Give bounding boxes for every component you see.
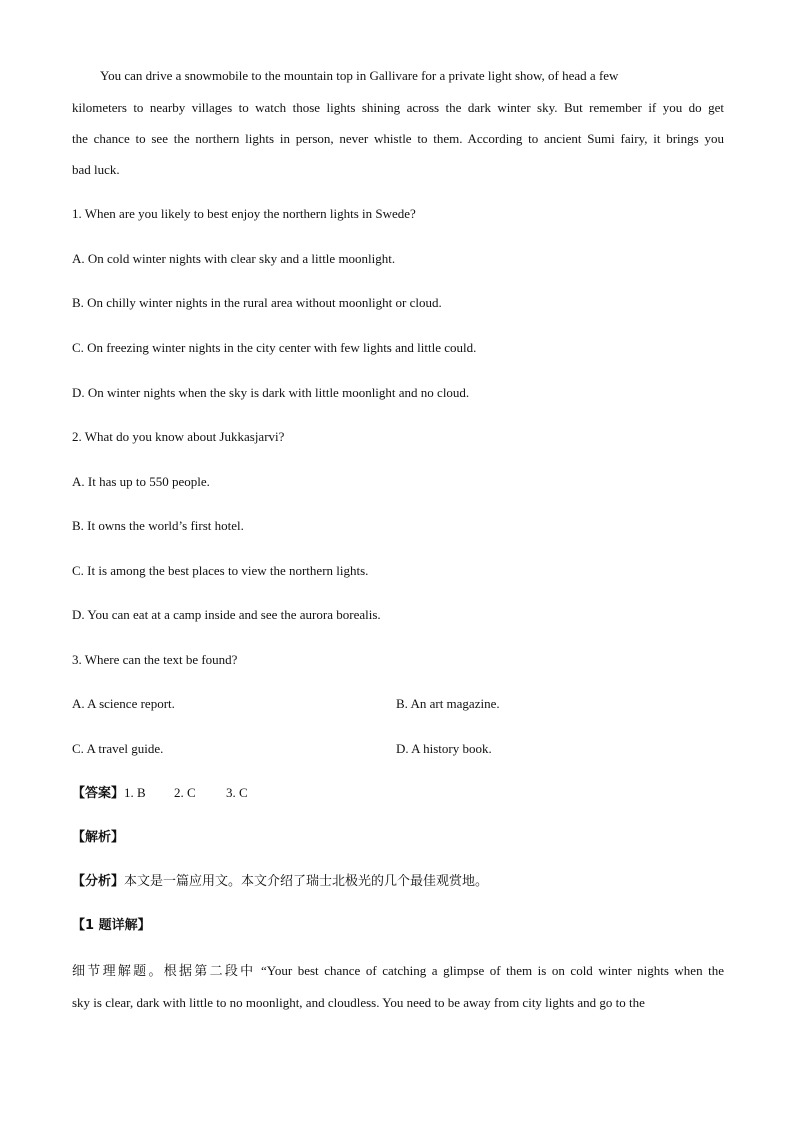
question-1-stem: 1. When are you likely to best enjoy the northern lights in Swede? [72,206,416,221]
question-3-option-a: A. A science report. [72,696,175,711]
question-3-option-d: D. A history book. [396,741,492,756]
analysis-detail-line-1: 细节理解题。根据第二段中 “Your best chance of catching a glimpse of them is on cold winter nights when the [72,963,724,978]
answer-line [72,785,248,802]
question-3-stem: 3. Where can the text be found? [72,652,238,667]
question-2-option-b: B. It owns the world’s first hotel. [72,518,244,533]
analysis-detail-line-2: sky is clear, dark with little to no moonlight, and cloudless. You need to be away from city lights and go to the [72,995,645,1010]
answer-item-3: 3. C [226,785,248,800]
question-1-option-c: C. On freezing winter nights in the city center with few lights and little could. [72,340,477,355]
analysis-detail-heading: 【1 题详解】 [72,918,151,933]
question-1-option-a: A. On cold winter nights with clear sky and a little moonlight. [72,251,396,266]
question-3-option-c: C. A travel guide. [72,741,164,756]
answer-label: 【答案】 [72,786,125,801]
analysis-summary [72,874,488,890]
question-1-option-d: D. On winter nights when the sky is dark with little moonlight and no cloud. [72,385,470,400]
analysis-summary-text: 本文是一篇应用文。本文介绍了瑞士北极光的几个最佳观赏地。 [124,874,489,889]
analysis-summary-label: 【分析】 [72,874,125,889]
passage-line-1: You can drive a snowmobile to the mountain top in Gallivare for a private light show, of head a few [100,68,619,83]
question-2-stem: 2. What do you know about Jukkasjarvi? [72,429,285,444]
question-2-option-c: C. It is among the best places to view the northern lights. [72,563,369,578]
answer-item-2: 2. C [174,785,196,800]
question-2-option-a: A. It has up to 550 people. [72,474,210,489]
passage-line-2: kilometers to nearby villages to watch those lights shining across the dark winter sky. But remember if you do get [72,100,724,115]
answer-item-1: 1. B [124,785,146,800]
question-3-option-b: B. An art magazine. [396,696,500,711]
analysis-heading: 【解析】 [72,830,125,845]
question-2-option-d: D. You can eat at a camp inside and see the aurora borealis. [72,607,381,622]
question-1-option-b: B. On chilly winter nights in the rural area without moonlight or cloud. [72,295,442,310]
passage-line-4: bad luck. [72,162,120,177]
passage-line-3: the chance to see the northern lights in person, never whistle to them. According to ancient Sumi fairy, it brings you [72,131,724,146]
